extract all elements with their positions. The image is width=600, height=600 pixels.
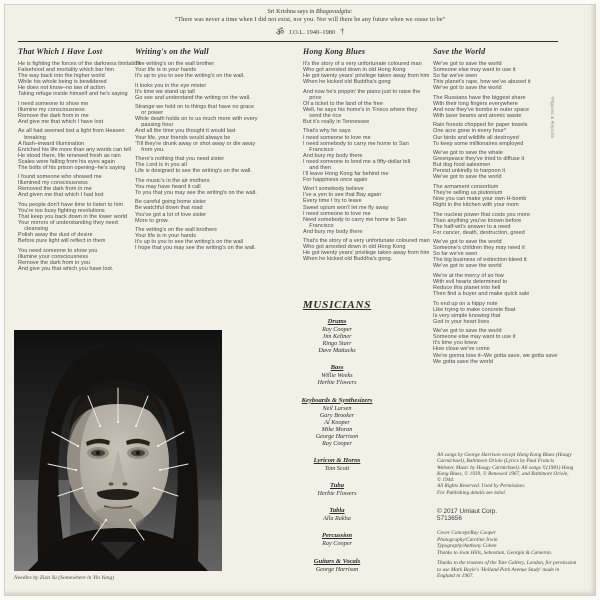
text-line: Be watchful down that road: [135, 205, 203, 212]
text-line: And bury my body there: [303, 228, 363, 235]
musicians-section-guitars-vocals: [258, 558, 416, 573]
text-line: It's up to you to see the writing's on the wall: [135, 239, 244, 246]
text-line: Remove the dark from in me: [18, 112, 89, 119]
musician-names: [258, 566, 416, 573]
text-line: And give me that which I have lost: [18, 118, 104, 125]
text-line: Typography/Anthony Cohen: [437, 543, 497, 550]
song-column-hong-kong-blues: [303, 47, 430, 262]
text-line: We've got to save the world: [433, 328, 502, 335]
text-line: The writing's on the wall brothers: [135, 227, 217, 234]
text-line: Ringo Starr: [322, 340, 352, 348]
text-line: Like trying to make concrete float: [433, 306, 516, 313]
text-line: We've got to save the world: [433, 263, 502, 270]
copyright-line: © 2017 Umlaut Corp.: [437, 508, 498, 515]
text-line: Reduce this planet into hell: [433, 285, 501, 292]
musician-names: [258, 372, 416, 386]
text-line: Taking refuge inside himself and he's saying: [18, 91, 128, 98]
text-line: Sweet opium won't let me fly away: [303, 204, 389, 211]
header-dedication-block: [60, 8, 560, 38]
musicians-section-lyricon-horns: [258, 457, 416, 472]
text-line: The bolts of his prison opening–he's saying: [18, 164, 126, 171]
text-line: Who got arrested down in old Hong Kong: [303, 244, 406, 251]
text-line: Of a ticket to the land of the free: [303, 100, 384, 107]
text-line: We're at the mercy of so few: [433, 272, 504, 279]
instrument-heading: Guitars & Vocals: [313, 557, 361, 565]
tate-gallery-acknowledgement: [437, 560, 577, 580]
text-line: We've got to save the world: [433, 239, 502, 246]
text-line: George Harrison: [315, 432, 359, 440]
text-line: cleansing: [18, 226, 49, 233]
text-line: The way back into the higher world: [18, 73, 105, 80]
text-line: To end up on a hippy note: [433, 300, 498, 307]
instrument-heading: Drums: [327, 318, 347, 325]
text-line: That's the story of a very unfortunate coloured man: [303, 238, 430, 245]
text-line: Who got arrested down in old Hong Kong: [303, 67, 406, 74]
text-line: With their long fingers everywhere: [433, 100, 518, 107]
text-line: Need somebody to carry me home to San: [303, 216, 407, 223]
text-line: The writing's on the wall brother: [135, 61, 215, 67]
text-line: © 1944.: [437, 477, 455, 484]
text-line: They're selling us plutonium: [433, 189, 503, 196]
text-line: You've got a lot of love sister: [135, 211, 207, 218]
text-line: Illumine your consciousness: [18, 253, 89, 260]
text-line: While death holds on to us much more with every: [135, 116, 258, 123]
text-line: I found someone who showed me: [18, 174, 102, 181]
krishna-line: [60, 8, 560, 15]
text-line: England in 1967.: [437, 573, 474, 580]
om-icon: ॐ: [275, 27, 285, 37]
musicians-section-tuba: [258, 482, 416, 497]
song-title: Writing's on the Wall: [135, 47, 209, 56]
text-line: Won't somebody believe: [303, 186, 364, 193]
text-line: Strange we hold on to things that have no grace: [135, 104, 255, 111]
song-column-that-which-i-have-lost: [18, 47, 140, 272]
legal-credits: [437, 452, 574, 496]
text-line: Francisco: [303, 222, 334, 229]
text-line: Someone else may want to use it: [433, 334, 516, 341]
text-line: But it's really in Tennessee: [303, 118, 370, 125]
text-line: Illumine my consciousness: [18, 106, 85, 113]
musician-names: [258, 490, 416, 497]
song-title: That Which I Have Lost: [18, 47, 103, 56]
text-line: We gotta save the world: [433, 358, 494, 365]
instrument-heading: Percussion: [321, 532, 353, 540]
text-line: Photography/Caroline Irwin: [437, 536, 498, 543]
text-line: The nuclear power that costs you more: [433, 211, 530, 218]
song-lyrics: [433, 61, 557, 365]
text-line: The Lord is in you all: [135, 162, 187, 169]
text-line: Carmichael), Baltimore Oriole (Lyrics by Paul Francis: [437, 458, 555, 465]
musicians-block: [258, 299, 416, 583]
musicians-section-tabla: [258, 507, 416, 522]
text-line: Your mirrors of understanding they need: [18, 220, 118, 227]
text-line: Be careful going home sister: [135, 199, 207, 206]
text-line: Gary Brooker: [319, 411, 355, 419]
text-line: Your life is in your hands: [135, 67, 197, 74]
asterisk-footnote-vertical: *Figures & Reports: [550, 96, 555, 139]
musicians-section-drums: [258, 318, 416, 354]
text-line: All Rights Reserved. Used by Permission.: [437, 483, 526, 490]
text-line: He does not know–no law of action: [18, 85, 105, 92]
text-line: Falsehood and mortality which bar him: [18, 67, 115, 74]
text-line: More to grow.: [135, 217, 169, 224]
text-line: You're too busy fighting revolutions: [18, 208, 105, 215]
text-line: Herbie Flowers: [317, 490, 357, 498]
text-line: And given me that which I had lost: [18, 192, 104, 199]
krishna-quote: “There was never a time when I did not exist, nor you. Nor will there be any future when we cease to be”: [174, 16, 446, 23]
text-line: It's time you knew: [433, 340, 478, 347]
text-line: He got twenty years' privilege taken away from him: [303, 73, 430, 80]
text-line: Go see and understand the writing on the wall.: [135, 94, 251, 101]
text-line: He stood there, life renewed fresh as rain: [18, 152, 121, 159]
musician-names: [258, 540, 416, 547]
text-line: I've a yen to see that Bay again: [303, 192, 382, 199]
text-line: Thanks to the trustees of the Tate Gallery, London, for permission: [437, 560, 577, 566]
text-line: But dog food salesmen: [433, 162, 491, 169]
text-line: It's up to you to see the writing's on the wall.: [135, 73, 245, 80]
text-line: And give you that which you have lost.: [18, 265, 114, 272]
text-line: Our birds and wildlife all destroyed: [433, 134, 519, 141]
musicians-section-percussion: [258, 532, 416, 547]
text-line: For cancer, death, destruction, greed: [433, 229, 525, 236]
text-line: Ray Cooper: [322, 540, 352, 548]
text-line: from you.: [135, 146, 165, 153]
text-line: Enriched his life more than any words can tell: [18, 146, 131, 153]
text-line: There's nothing that you need sister: [135, 156, 225, 163]
text-line: And now he's poppin' the piano just to raise the: [303, 88, 421, 95]
text-line: A flash–inward illumination: [18, 140, 85, 147]
text-line: The armament consortium: [433, 183, 499, 190]
krishna-line-prefix: Sri Krishna says in: [267, 8, 316, 15]
text-line: The half-wit's answer to a need: [433, 223, 511, 230]
text-line: We're gonna lose it–We gotta save, we gotta save: [433, 352, 558, 359]
text-line: That's why he says: [303, 128, 351, 135]
musician-names: [258, 326, 416, 354]
song-title: Save the World: [433, 47, 486, 56]
text-line: We've got to save the whale: [433, 150, 503, 157]
text-line: God in your heart lives: [433, 318, 490, 325]
text-line: I need someone to lend me a fifty-dollar bill: [303, 158, 411, 165]
text-line: I hope that you may see the writing's on the wall.: [135, 245, 256, 252]
text-line: 'Till they're drunk away or shot away or die away: [135, 140, 256, 147]
text-line: He got twenty years' privilege taken away from him: [303, 250, 430, 257]
copyright-block: [437, 508, 567, 522]
header-divider-rule: [18, 41, 558, 42]
musicians-section-bass: [258, 364, 416, 386]
text-line: To keep some millionaires employed: [433, 140, 524, 147]
song-title: Hong Kong Blues: [303, 47, 366, 56]
text-line: Every time I try to leave: [303, 198, 362, 205]
text-line: and then: [303, 164, 332, 171]
text-line: Now you can make your own H-bomb: [433, 195, 527, 202]
text-line: And bury my body there: [303, 152, 363, 159]
catalog-number: 5713656: [437, 515, 462, 522]
text-line: Before pure light will reflect in them: [18, 238, 106, 245]
text-line: Polish away the dust of desire: [18, 232, 93, 239]
song-lyrics: [303, 61, 430, 262]
text-line: When he kicked old Buddha's gong: [303, 79, 391, 86]
text-line: That keep you back down in the lower world: [18, 214, 128, 221]
text-line: Kong Blues, © 1939, © Renewed 1967, and Baltimore Oriole,: [437, 470, 569, 477]
text-line: Someone's children they may need it: [433, 245, 525, 252]
text-line: Than anything you've known before: [433, 217, 522, 224]
text-line: Your life is in your hands: [135, 233, 197, 240]
text-line: It's time we stand up tall: [135, 88, 195, 95]
text-line: I need someone to love me: [303, 134, 371, 141]
text-line: Herbie Flowers: [317, 379, 357, 387]
text-line: While his whole being is bewildered: [18, 79, 107, 86]
text-line: To you that you may see the writing's on the wall.: [135, 189, 257, 196]
text-line: Remove the dark from in you: [18, 259, 90, 266]
instrument-heading: Tuba: [329, 482, 345, 490]
text-line: It's the story of a very unfortunate coloured man: [303, 61, 422, 67]
text-line: All songs by George Harrison except Hong Kong Blues (Hoagy: [437, 452, 572, 458]
text-line: I'll leave Hong Kong far behind me: [303, 170, 389, 177]
text-line: Jim Keltner: [322, 333, 352, 341]
text-line: For happiness once again: [303, 176, 368, 183]
photo-caption: Needles by Zion Yu (Somewhere in Yin Yang): [14, 575, 115, 581]
text-line: send the rice: [303, 112, 342, 119]
text-line: And all the time you thought it would last: [135, 128, 236, 135]
text-line: We've got to save the world: [433, 61, 502, 67]
text-line: Al Kooper: [324, 418, 350, 426]
text-line: Removed the dark from in me: [18, 186, 92, 193]
text-line: You people don't have time to listen to him: [18, 201, 124, 208]
instrument-heading: Lyricon & Horns: [313, 457, 361, 465]
musicians-section-keyboards: [258, 397, 416, 448]
text-line: I need somebody to carry me home to San: [303, 140, 409, 147]
text-line: And now they've bombs in outer space: [433, 106, 530, 113]
instrument-heading: Bass: [330, 364, 344, 372]
instrument-heading: Tabla: [329, 507, 345, 515]
text-line: Rain forests chopped for paper towels: [433, 122, 528, 129]
text-line: He is fighting the forces of the darkness limitation: [18, 61, 141, 67]
production-credits: [437, 530, 567, 556]
text-line: Mike Moran: [321, 425, 353, 433]
text-line: Greenpeace they've tried to diffuse it: [433, 156, 525, 163]
cross-icon: †: [340, 27, 345, 36]
text-line: passing hour: [135, 122, 174, 129]
text-line: For Publishing details see label.: [437, 489, 506, 496]
song-lyrics: [18, 61, 140, 272]
text-line: Alla Rakha: [323, 515, 351, 523]
text-line: Life is designed to see the writing's on the wall.: [135, 168, 252, 175]
text-line: Scales were falling from his eyes again: [18, 158, 116, 165]
text-line: Tom Scott: [324, 465, 350, 473]
text-line: Dave Mattacks: [318, 347, 356, 355]
dedication-line: [60, 25, 560, 38]
text-line: The Russians have the biggest share: [433, 94, 526, 101]
dedication-text: J.O.L. 1940–1980: [289, 29, 336, 36]
text-line: Persist unkindly to harpoon it: [433, 168, 506, 175]
instrument-heading: Keyboards & Synthesizers: [301, 396, 373, 404]
text-line: We've got to save the world: [433, 174, 502, 181]
musicians-heading: MUSICIANS: [302, 299, 372, 311]
text-line: The big business of extinction bleed it: [433, 257, 527, 264]
text-line: Right in the kitchen with your mom: [433, 201, 519, 208]
text-line: Is very simple knowing that: [433, 312, 501, 319]
text-line: to use Mark Boyle's 'Holland Park Avenue Study' made in: [437, 566, 560, 573]
text-line: Well, he says his home's in 'Frisco where they: [303, 106, 418, 113]
text-line: So far we've seen: [433, 251, 478, 258]
song-lyrics: [135, 61, 258, 251]
musician-names: [258, 465, 416, 472]
text-line: As all had seemed lost a light from Heaven: [18, 128, 125, 135]
musician-names: [258, 515, 416, 522]
text-line: I need someone to show me: [18, 100, 89, 107]
text-line: You need someone to show you: [18, 247, 98, 254]
text-line: Illumined my consciousness: [18, 180, 88, 187]
text-line: Willie Weeks: [321, 372, 353, 380]
text-line: Ray Cooper: [322, 326, 352, 333]
text-line: Your life, your friends would always be: [135, 134, 231, 141]
song-column-save-the-world: [433, 47, 557, 365]
text-line: When he kicked old Buddha's gong.: [303, 256, 393, 263]
text-line: or power: [135, 110, 164, 117]
text-line: You may have heard it call: [135, 183, 201, 190]
text-line: We've got to save the world: [433, 85, 502, 92]
text-line: It looks you in the eye mister: [135, 82, 207, 89]
text-line: Webster, Music by Hoagy Carmichael). All songs ©(1981) Hong: [437, 464, 574, 471]
text-line: Ray Cooper: [322, 440, 352, 448]
musician-names: [258, 405, 416, 448]
text-line: Thanks to Joan Hills, Sebastian, Georgia & Cameron.: [437, 549, 552, 556]
text-line: Cover Concept/Ray Cooper: [437, 530, 496, 536]
george-harrison-acupuncture-photo: [14, 330, 222, 571]
text-line: breaking: [18, 134, 46, 141]
text-line: So far we've seen: [433, 73, 478, 80]
portrait-photo-artwork: [14, 330, 222, 571]
text-line: Neil Larsen: [322, 404, 352, 412]
text-line: George Harrison: [315, 565, 359, 573]
text-line: This planet's rape, how we've abused it: [433, 79, 531, 86]
text-line: With laser beams and atomic waste: [433, 112, 522, 119]
text-line: The music's in the air mothers: [135, 177, 210, 184]
text-line: Francisco: [303, 146, 334, 153]
text-line: With evil hearts determined to: [433, 279, 508, 285]
text-line: Someone else may want to use it: [433, 67, 516, 74]
text-line: How close we've come: [433, 346, 490, 353]
text-line: One acre gone in every hour*: [433, 128, 507, 135]
text-line: Then find a buyer and make quick sale: [433, 291, 530, 298]
bhagavadgita-title: Bhagavadgita:: [315, 8, 353, 15]
text-line: price: [303, 94, 322, 101]
text-line: I need someone to love me: [303, 210, 371, 217]
song-column-writings-on-the-wall: [135, 47, 258, 251]
